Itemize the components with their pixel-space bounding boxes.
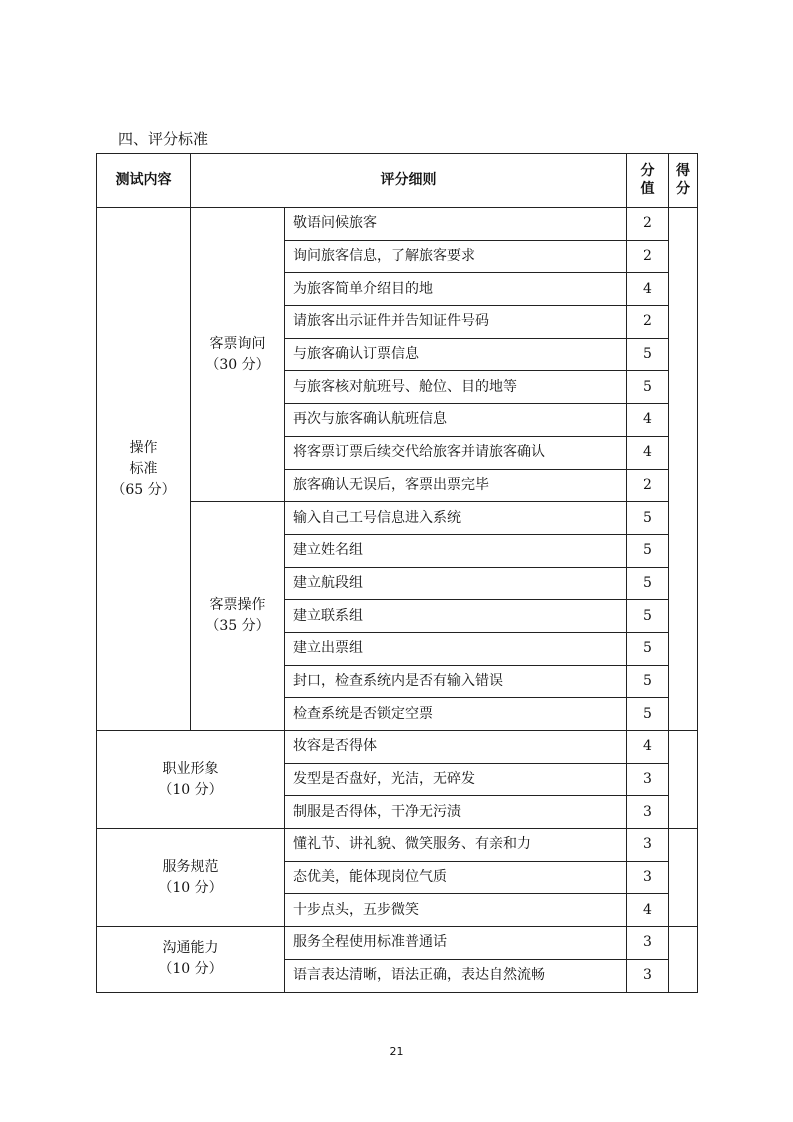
criterion-score: 5 [627,698,669,731]
criterion-score: 2 [627,306,669,339]
criterion-text: 妆容是否得体 [285,731,627,764]
table-row [97,208,698,241]
header-score [627,154,669,208]
header-score-line1: 分 [640,163,655,179]
subcategory-line: （30 分） [205,356,270,373]
criterion-score: 5 [627,665,669,698]
criterion-score: 4 [627,436,669,469]
subcategory-line: （35 分） [205,618,270,635]
category-line: 沟通能力 [162,940,219,957]
table-body [97,208,698,993]
criterion-text: 建立出票组 [285,632,627,665]
criterion-text: 为旅客简单介绍目的地 [285,273,627,306]
category-line: 服务规范 [162,858,219,875]
criterion-text: 封口，检查系统内是否有输入错误 [285,665,627,698]
criterion-text: 建立联系组 [285,600,627,633]
criterion-text: 检查系统是否锁定空票 [285,698,627,731]
criterion-text: 请旅客出示证件并告知证件号码 [285,306,627,339]
criterion-score: 5 [627,632,669,665]
criterion-score: 2 [627,469,669,502]
criterion-score: 5 [627,371,669,404]
category-line: 标准 [129,460,158,477]
category-line: （10 分） [158,961,223,978]
criterion-text: 询问旅客信息，了解旅客要求 [285,240,627,273]
section-title: 四、评分标准 [118,130,209,148]
criterion-score: 3 [627,927,669,960]
table-row [97,927,698,960]
header-got-line2: 分 [676,180,690,197]
category-cell [97,927,285,992]
page-number: 21 [389,1045,404,1058]
table-row [97,731,698,764]
category-cell [97,208,191,731]
header-got-line1: 得 [676,163,690,179]
category-line: 操作 [129,439,158,456]
criterion-score: 4 [627,404,669,437]
score-obtained-cell [669,927,698,992]
score-obtained-cell [669,829,698,927]
criterion-score: 4 [627,894,669,927]
category-line: 职业形象 [162,760,219,777]
criterion-score: 4 [627,273,669,306]
category-line: （10 分） [158,781,223,798]
criterion-text: 懂礼节、讲礼貌、微笑服务、有亲和力 [285,829,627,862]
category-cell [97,731,285,829]
header-got [669,154,698,208]
table-header-row [97,154,698,208]
criterion-text: 态优美，能体现岗位气质 [285,861,627,894]
table-row [97,829,698,862]
criterion-score: 4 [627,731,669,764]
criterion-score: 5 [627,567,669,600]
header-detail: 评分细则 [191,154,627,208]
subcategory-line: 客票询问 [209,335,266,352]
criterion-text: 与旅客确认订票信息 [285,338,627,371]
criterion-text: 十步点头，五步微笑 [285,894,627,927]
category-cell [97,829,285,927]
criterion-text: 与旅客核对航班号、舱位、目的地等 [285,371,627,404]
criterion-text: 旅客确认无误后，客票出票完毕 [285,469,627,502]
criterion-score: 3 [627,861,669,894]
criterion-text: 再次与旅客确认航班信息 [285,404,627,437]
criterion-text: 输入自己工号信息进入系统 [285,502,627,535]
subcategory-cell [191,208,285,502]
criterion-score: 3 [627,829,669,862]
criterion-text: 建立航段组 [285,567,627,600]
criterion-score: 3 [627,959,669,992]
subcategory-cell [191,502,285,731]
criterion-text: 制服是否得体，干净无污渍 [285,796,627,829]
category-line: （65 分） [111,481,176,498]
criterion-score: 5 [627,534,669,567]
criterion-text: 服务全程使用标准普通话 [285,927,627,960]
criterion-score: 5 [627,600,669,633]
criterion-score: 3 [627,763,669,796]
score-obtained-cell [669,208,698,731]
criterion-score: 2 [627,208,669,241]
subcategory-line: 客票操作 [209,597,266,614]
criterion-text: 建立姓名组 [285,534,627,567]
criterion-score: 5 [627,502,669,535]
criterion-text: 语言表达清晰，语法正确，表达自然流畅 [285,959,627,992]
criterion-text: 将客票订票后续交代给旅客并请旅客确认 [285,436,627,469]
category-line: （10 分） [158,879,223,896]
criterion-score: 2 [627,240,669,273]
criterion-text: 发型是否盘好，光洁，无碎发 [285,763,627,796]
header-score-line2: 值 [640,180,655,197]
score-obtained-cell [669,731,698,829]
scoring-table [96,153,698,993]
criterion-score: 3 [627,796,669,829]
header-content: 测试内容 [97,154,191,208]
criterion-score: 5 [627,338,669,371]
criterion-text: 敬语问候旅客 [285,208,627,241]
